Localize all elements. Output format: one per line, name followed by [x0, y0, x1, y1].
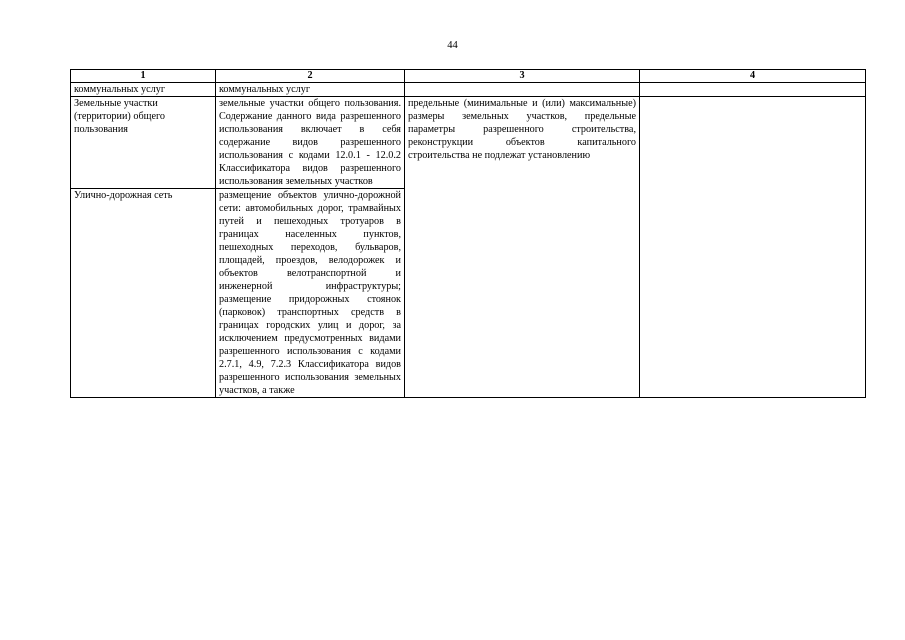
table-row [71, 97, 866, 189]
header-col-1: 1 [71, 70, 216, 83]
header-col-2: 2 [216, 70, 405, 83]
header-col-4: 4 [640, 70, 866, 83]
header-col-3: 3 [405, 70, 640, 83]
row-2-parameters: предельные (минимальные и (или) максимальные) размеры земельных участков, предельные параметры разрешенного строительства, реконструкции объектов капитального строительства не подлежат установлению [405, 97, 640, 398]
row-1-notes [640, 83, 866, 97]
row-1-use-name: коммунальных услуг [71, 83, 216, 97]
page-number: 44 [447, 40, 458, 51]
zoning-table [70, 69, 866, 398]
row-2-use-name: Земельные участки (территории) общего пользования [71, 97, 216, 189]
row-1-parameters [405, 83, 640, 97]
row-2-notes [640, 97, 866, 398]
row-1-use-description: коммунальных услуг [216, 83, 405, 97]
row-2-use-description: земельные участки общего пользования. Содержание данного вида разрешенного использования включает в себя содержание видов разрешенного использования с кодами 12.0.1 - 12.0.2 Классификатора видов разрешенного использования земельных участков [216, 97, 405, 189]
row-3-use-name: Улично-дорожная сеть [71, 189, 216, 398]
row-3-use-description: размещение объектов улично-дорожной сети: автомобильных дорог, трамвайных путей и пешеходных тротуаров в границах населенных пунктов, пешеходных переходов, бульваров, площадей, проездов, велодорожек и объектов велотранспортной и инженерной инфраструктуры; размещение придорожных стоянок (парковок) транспортных средств в границах городских улиц и дорог, за исключением предусмотренных видами разрешенного использования с кодами 2.7.1, 4.9, 7.2.3 Классификатора видов разрешенного использования земельных участков, а также [216, 189, 405, 398]
table-header-row [71, 70, 866, 83]
table-row [71, 83, 866, 97]
